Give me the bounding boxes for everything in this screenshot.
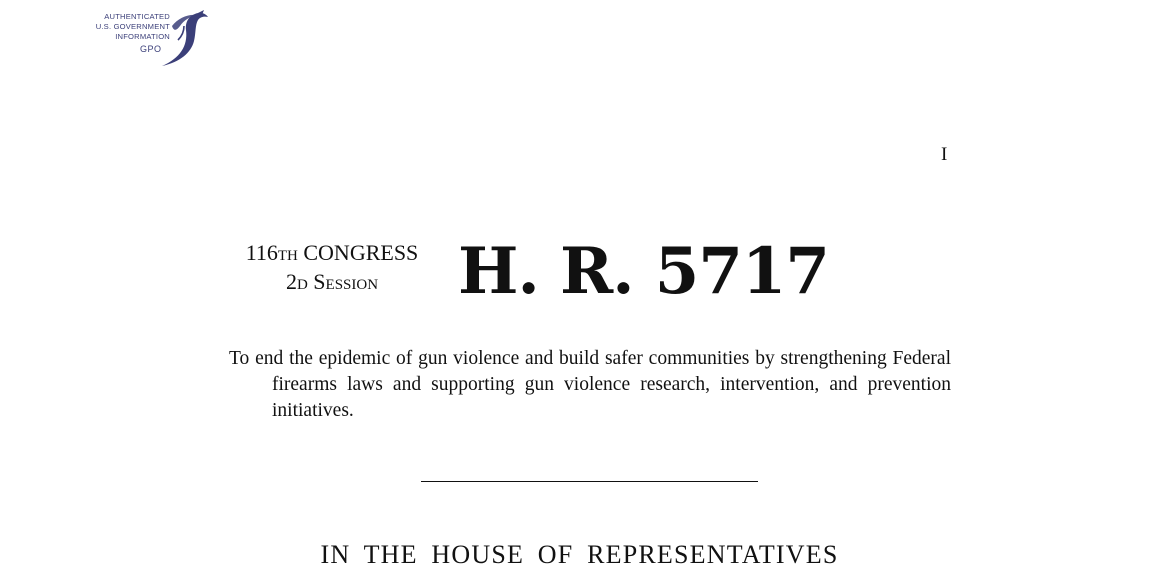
session-number-suffix: D [296, 277, 308, 293]
congress-session-block [229, 240, 435, 298]
session-number: 2 [285, 269, 297, 294]
gpo-seal-line-2: U.S. GOVERNMENT [95, 22, 170, 31]
gpo-seal-line-1: AUTHENTICATED [104, 12, 170, 21]
gpo-seal-text [78, 12, 170, 42]
gpo-abbreviation: GPO [140, 44, 162, 54]
bill-number: H. R. 5717 [458, 234, 829, 309]
bill-version-code: I [941, 144, 948, 165]
congress-label: CONGRESS [303, 240, 419, 265]
congress-number-suffix: TH [277, 248, 298, 264]
congress-number: 116 [245, 240, 278, 265]
session-label-rest: ESSION [325, 277, 379, 293]
eagle-icon [158, 6, 210, 70]
session-initial: S [313, 269, 326, 294]
bill-purpose: To end the epidemic of gun violence and build safer communities by strengthening Federal firearms laws and supporting gun violence research, intervention, and prevention initiatives. [229, 348, 951, 421]
gpo-seal-line-3: INFORMATION [115, 32, 170, 41]
congress-line [229, 240, 435, 269]
session-line [229, 269, 435, 298]
divider-rule [421, 481, 758, 482]
gpo-authenticated-seal [78, 6, 210, 72]
chamber-heading: IN THE HOUSE OF REPRESENTATIVES [320, 540, 839, 569]
